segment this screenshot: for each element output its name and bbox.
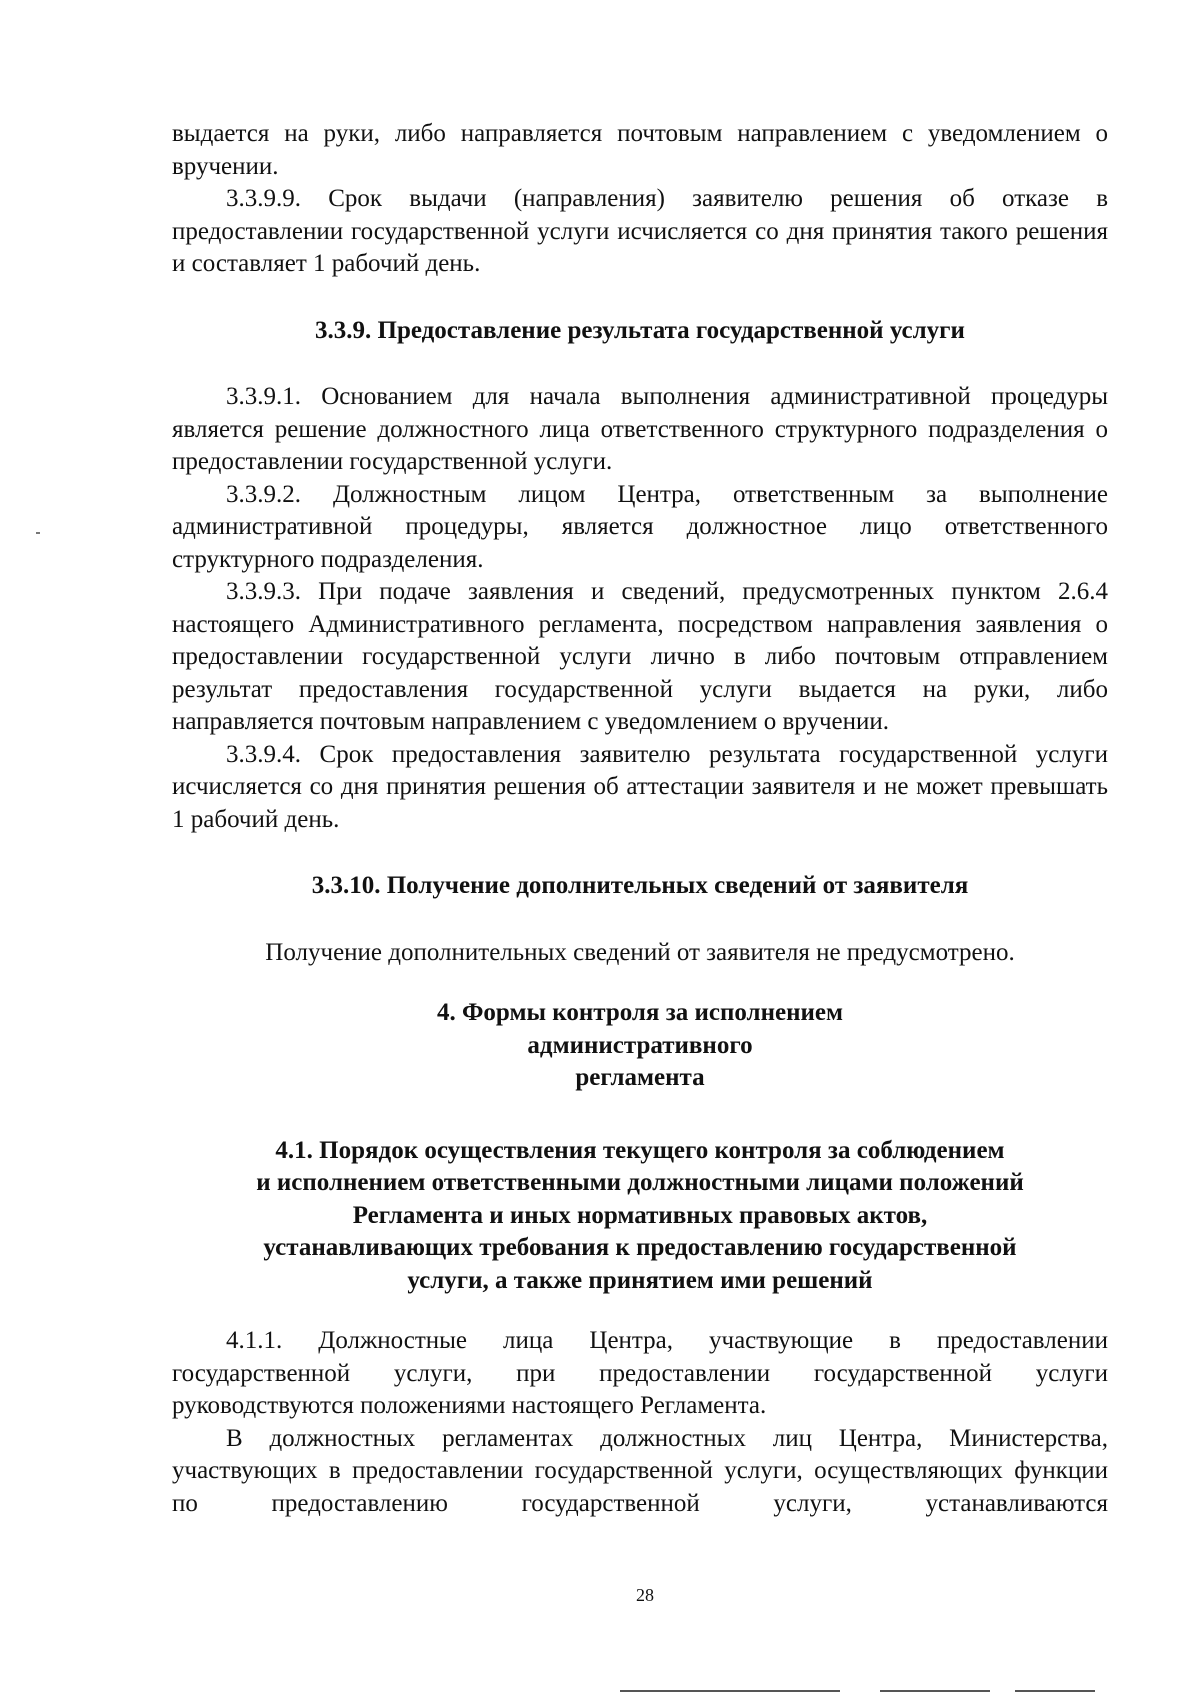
heading-3-3-10: 3.3.10. Получение дополнительных сведений от заявителя <box>311 872 969 899</box>
heading-line: и исполнением ответственными должностными лицами положений <box>256 1169 1024 1196</box>
heading-3-3-9: 3.3.9. Предоставление результата государственной услуги <box>315 316 965 344</box>
paragraph-job-regulations: В должностных регламентах должностных лиц Центра, Министерства, участвующих в предоставлении государственной услуги, осуществляющих функции по предоставлению государственной услуги, устанавливаются <box>172 1424 1108 1517</box>
heading-line: административного <box>527 1031 753 1059</box>
heading-line: 4. Формы контроля за исполнением <box>436 999 844 1026</box>
paragraph-no-additional-info: Получение дополнительных сведений от заявителя не предусмотрено. <box>265 938 1015 966</box>
paragraph-4-1-1: 4.1.1. Должностные лица Центра, участвующие в предоставлении государственной услуги, при предоставлении государственной услуги руководствуются положениями настоящего Регламента. <box>172 1327 1108 1419</box>
heading-line: устанавливающих требования к предоставлению государственной <box>263 1234 1017 1261</box>
heading-section-4 <box>172 997 1108 1095</box>
paragraph-continuation: выдается на руки, либо направляется почтовым направлением с уведомлением о вручении. <box>172 120 1108 180</box>
paragraph-3-3-9-2: 3.3.9.2. Должностным лицом Центра, ответственным за выполнение административной процедуры, является должностное лицо ответственного структурного подразделения. <box>172 480 1108 573</box>
paragraph-3-3-9-3: 3.3.9.3. При подаче заявления и сведений, предусмотренных пунктом 2.6.4 настоящего Административного регламента, посредством направления заявления о предоставлении государственной услуги лично в либо почтовым отправлением результат предоставления государственной услуги выдается на руки, либо направляется почтовым направлением с уведомлением о вручении. <box>172 578 1108 735</box>
heading-line: услуги, а также принятием ими решений <box>407 1266 873 1294</box>
heading-4-1 <box>172 1135 1108 1298</box>
scan-artifact <box>1015 1690 1095 1692</box>
paragraph-3-3-9-1: 3.3.9.1. Основанием для начала выполнения административной процедуры является решение должностного лица ответственного структурного подразделения о предоставлении государственной услуги. <box>172 383 1108 475</box>
heading-line: Регламента и иных нормативных правовых актов, <box>352 1201 928 1229</box>
scan-artifact <box>36 532 40 534</box>
scan-artifact <box>620 1690 840 1692</box>
paragraph-3-3-9-9: 3.3.9.9. Срок выдачи (направления) заявителю решения об отказе в предоставлении государственной услуги исчисляется со дня принятия такого решения и составляет 1 рабочий день. <box>172 185 1108 277</box>
paragraph-3-3-9-4: 3.3.9.4. Срок предоставления заявителю результата государственной услуги исчисляется со дня принятия решения об аттестации заявителя и не может превышать 1 рабочий день. <box>172 740 1108 833</box>
scan-artifact <box>880 1690 990 1692</box>
heading-line: регламента <box>575 1064 705 1091</box>
page-number: 28 <box>636 1585 654 1605</box>
document-page <box>172 118 1108 1520</box>
heading-line: 4.1. Порядок осуществления текущего контроля за соблюдением <box>275 1136 1005 1164</box>
